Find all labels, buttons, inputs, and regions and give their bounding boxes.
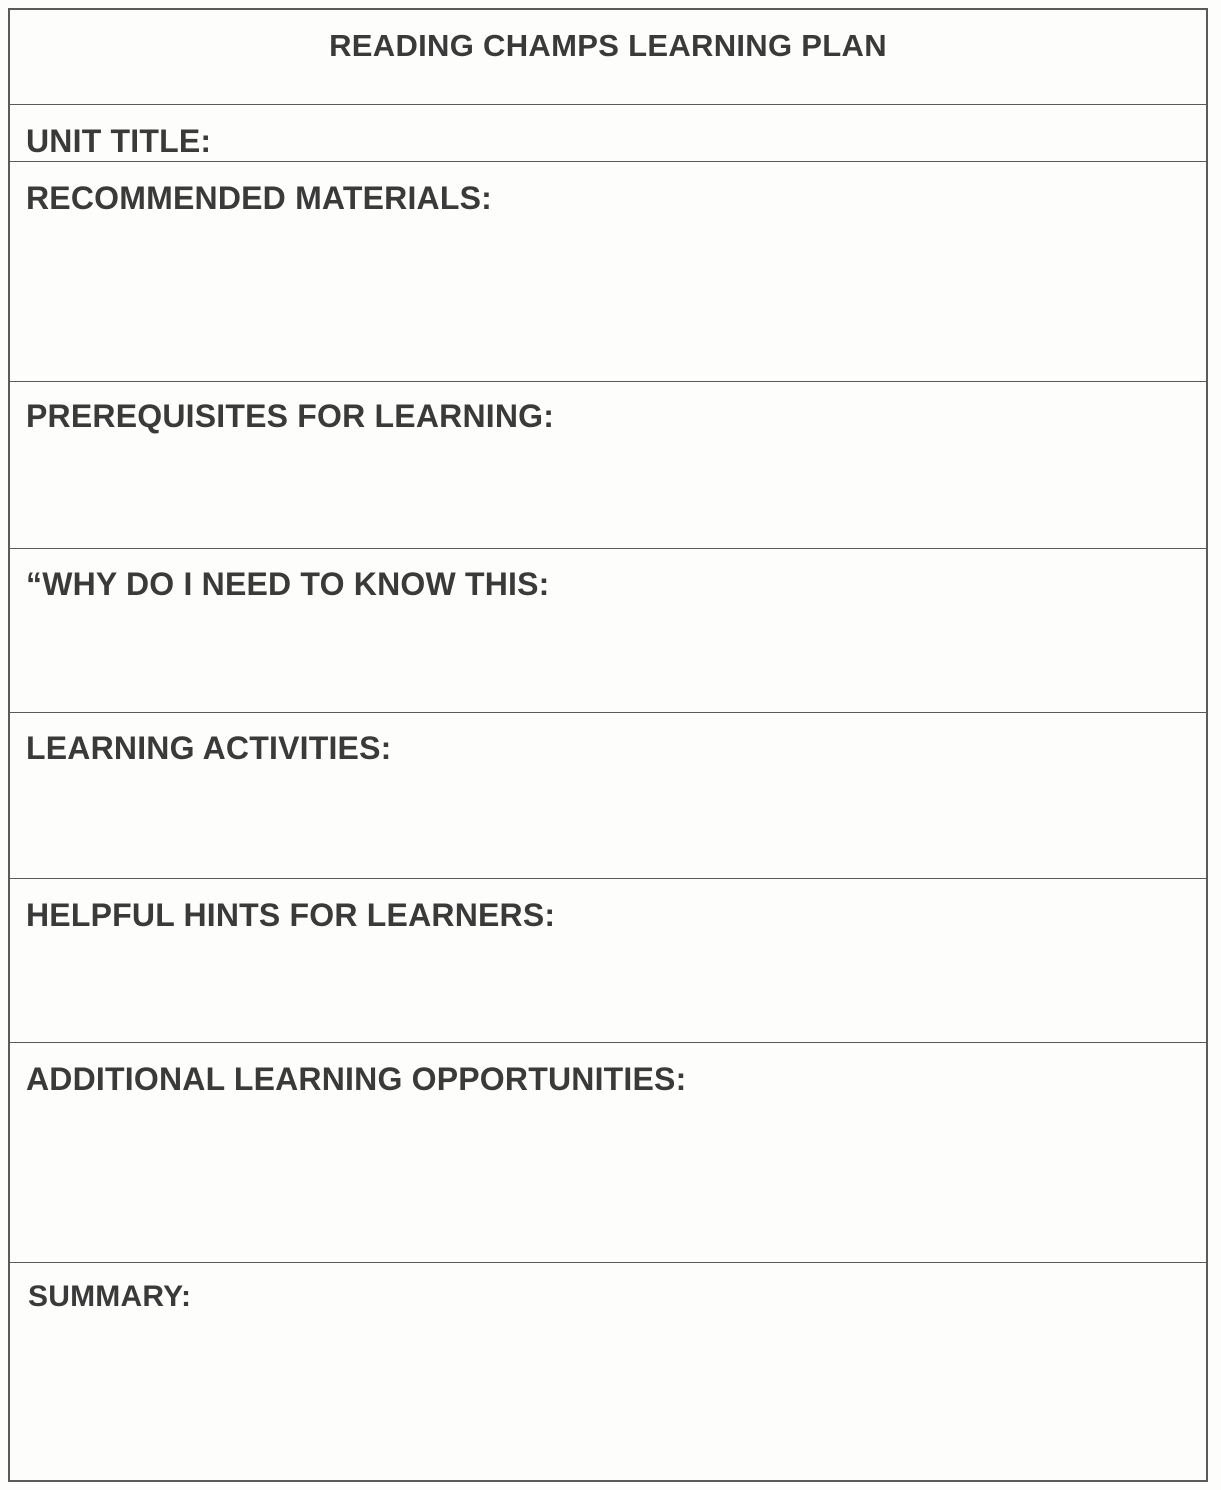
prerequisites-row xyxy=(10,382,1206,549)
helpful-hints-field[interactable] xyxy=(10,939,1206,1042)
form-title: READING CHAMPS LEARNING PLAN xyxy=(329,28,887,63)
additional-opportunities-label: ADDITIONAL LEARNING OPPORTUNITIES: xyxy=(26,1061,687,1097)
prerequisites-label: PREREQUISITES FOR LEARNING: xyxy=(26,398,555,434)
unit-title-field[interactable] xyxy=(10,105,1206,161)
recommended-materials-label: RECOMMENDED MATERIALS: xyxy=(26,180,493,216)
summary-row xyxy=(10,1263,1206,1480)
helpful-hints-row xyxy=(10,879,1206,1043)
unit-title-row xyxy=(10,105,1206,162)
title-row xyxy=(10,10,1206,105)
summary-label: SUMMARY: xyxy=(28,1280,192,1313)
additional-opportunities-row xyxy=(10,1043,1206,1263)
learning-activities-field[interactable] xyxy=(10,773,1206,878)
learning-activities-label: LEARNING ACTIVITIES: xyxy=(26,730,392,766)
helpful-hints-label: HELPFUL HINTS FOR LEARNERS: xyxy=(26,897,556,933)
recommended-materials-row xyxy=(10,162,1206,382)
additional-opportunities-field[interactable] xyxy=(10,1103,1206,1262)
why-know-label: “WHY DO I NEED TO KNOW THIS: xyxy=(26,566,550,602)
unit-title-label: UNIT TITLE: xyxy=(26,123,212,159)
why-know-field[interactable] xyxy=(10,609,1206,712)
learning-plan-form xyxy=(8,8,1208,1482)
why-know-row xyxy=(10,549,1206,713)
prerequisites-field[interactable] xyxy=(10,442,1206,548)
summary-field[interactable] xyxy=(10,1323,1206,1480)
learning-activities-row xyxy=(10,713,1206,879)
recommended-materials-field[interactable] xyxy=(10,222,1206,381)
